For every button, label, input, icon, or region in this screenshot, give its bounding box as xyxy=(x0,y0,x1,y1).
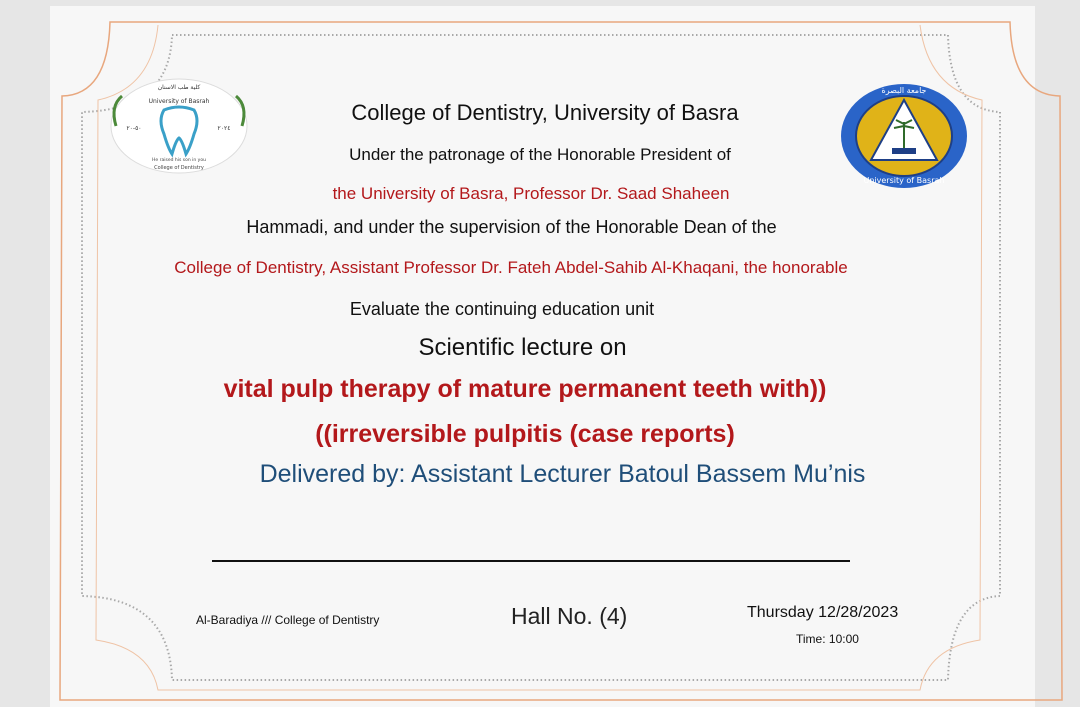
event-time: Time: 10:00 xyxy=(796,632,859,646)
location-text: Al-Baradiya /// College of Dentistry xyxy=(196,613,380,627)
certificate-title: College of Dentistry, University of Basra xyxy=(351,100,739,125)
patronage-line-4: College of Dentistry, Assistant Professor Dr. Fateh Abdel-Sahib Al-Khaqani, the honorable xyxy=(174,258,848,277)
right-logo-arabic-top: جامعة البصرة xyxy=(881,86,927,95)
left-logo-english-bottom: College of Dentistry xyxy=(154,165,204,171)
lecture-title-line-1: vital pulp therapy of mature permanent teeth with)) xyxy=(223,375,827,403)
left-logo-motto: He raised his son in you xyxy=(152,158,206,163)
evaluation-line: Evaluate the continuing education unit xyxy=(349,299,655,319)
presenter-line: Delivered by: Assistant Lecturer Batoul Bassem Mu’nis xyxy=(259,460,866,488)
patronage-line-1: Under the patronage of the Honorable President of xyxy=(349,145,731,164)
left-logo-english-top: University of Basrah xyxy=(148,98,210,105)
event-date: Thursday 12/28/2023 xyxy=(747,604,899,621)
university-of-basrah-logo xyxy=(838,82,970,190)
patronage-line-3: Hammadi, and under the supervision of the Honorable Dean of the xyxy=(246,217,777,237)
lecture-heading: Scientific lecture on xyxy=(418,334,627,361)
right-logo-english-bottom: University of Basrah xyxy=(863,176,945,185)
left-logo-year-right: ٢٠٢٤ xyxy=(217,125,231,132)
patronage-line-2: the University of Basra, Professor Dr. Saad Shaheen xyxy=(332,184,730,203)
hall-number: Hall No. (4) xyxy=(511,603,628,629)
lecture-title-line-2: ((irreversible pulpitis (case reports) xyxy=(315,420,735,448)
left-logo-arabic-top: كلية طب الاسنان xyxy=(157,84,201,91)
left-logo-year-left: ٥٠-٢٠ xyxy=(126,125,142,132)
signature-divider xyxy=(212,560,850,562)
